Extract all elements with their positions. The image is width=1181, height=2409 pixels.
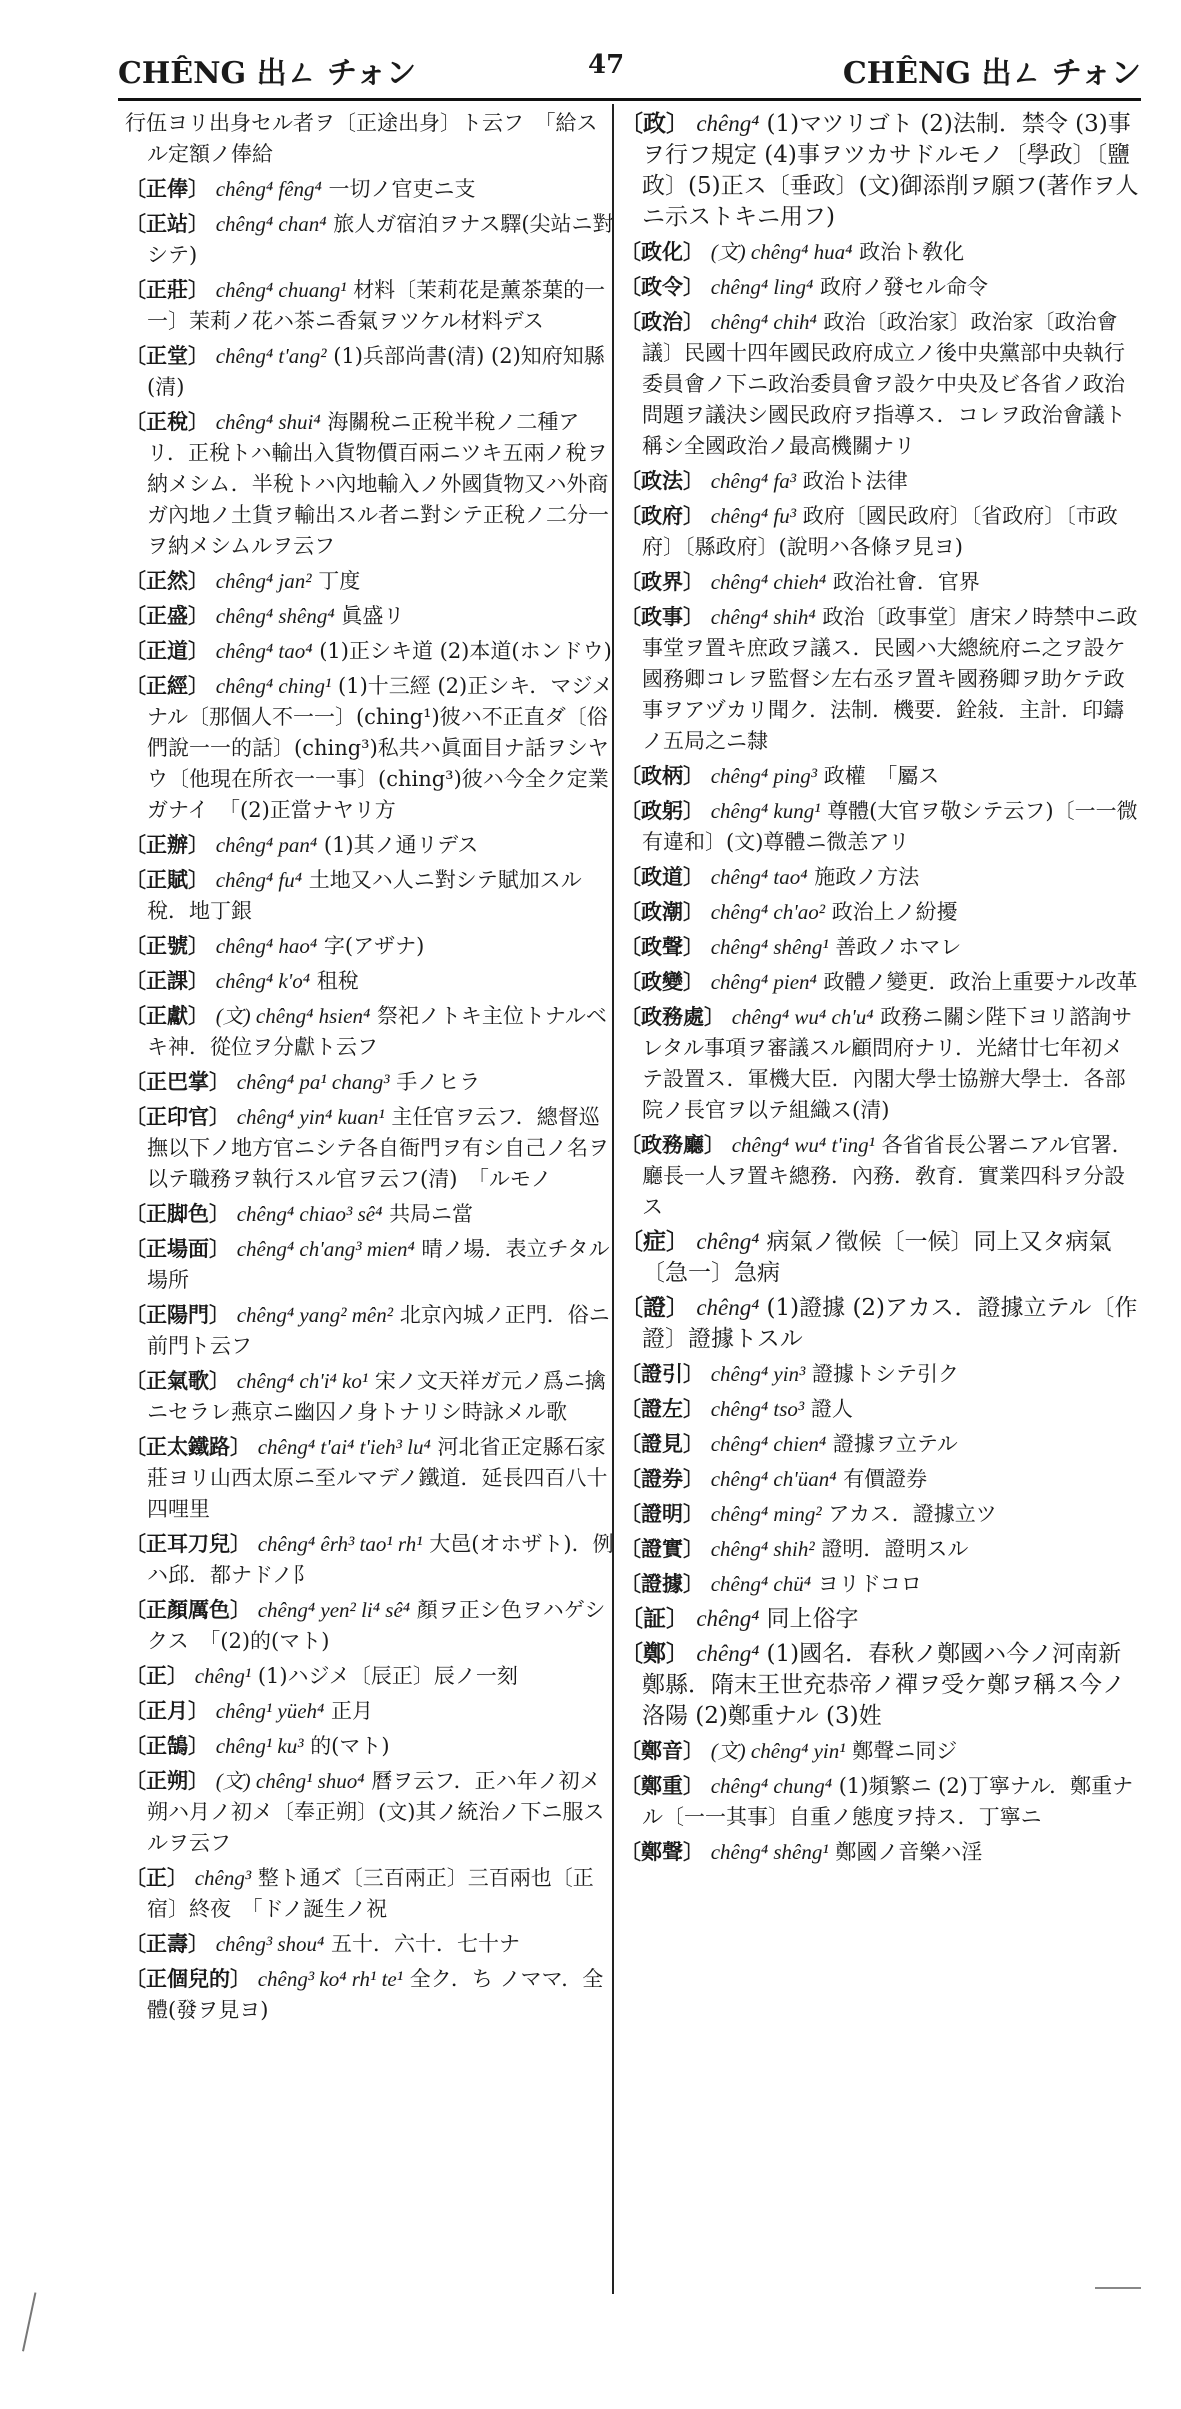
- dictionary-entry: [125, 406, 617, 562]
- dictionary-entry: [620, 1498, 1140, 1530]
- entry-romanization: chêng⁴ ch'üan⁴: [710, 1467, 837, 1491]
- entry-definition: 租稅: [316, 969, 359, 993]
- dictionary-entry: [125, 1862, 617, 1925]
- entry-definition: 各省省長公署ニアル官署．廳長一人ヲ置キ總務．內務．敎育．實業四科ヲ分設ス: [642, 1133, 1133, 1219]
- entry-headword: 〔鄭音〕: [620, 1738, 704, 1763]
- dictionary-entry: [620, 760, 1140, 792]
- entry-definition: 祭祀ノトキ主位トナルベキ神．從位ヲ分獻ト云フ: [147, 1004, 607, 1059]
- header-rule: [118, 98, 1141, 101]
- dictionary-entry: [620, 236, 1140, 268]
- dictionary-entry: [620, 1001, 1140, 1126]
- entry-romanization: chêng⁴ chü⁴: [710, 1572, 812, 1596]
- entry-romanization: chêng⁴ yin³: [710, 1362, 806, 1386]
- entry-headword: 〔正莊〕: [125, 277, 209, 302]
- entry-headword: 〔正鵠〕: [125, 1733, 209, 1758]
- entry-romanization: chêng⁴ yen² li⁴ sê⁴: [257, 1598, 411, 1622]
- entry-romanization: chêng⁴ ch'ang³ mien⁴: [236, 1237, 415, 1261]
- dictionary-entry: [620, 931, 1140, 963]
- entry-headword: 〔正場面〕: [125, 1236, 230, 1261]
- entry-definition: 證人: [810, 1397, 853, 1421]
- entry-romanization: chêng⁴ wu⁴ ch'u⁴: [731, 1005, 874, 1029]
- right-column: [620, 108, 1140, 1871]
- entry-romanization: chêng⁴ yin⁴ kuan¹: [236, 1105, 385, 1129]
- dictionary-entry: [620, 500, 1140, 563]
- entry-romanization: chêng⁴ chieh⁴: [710, 570, 827, 594]
- entry-definition: 北京內城ノ正門．俗ニ前門ト云フ: [147, 1303, 610, 1358]
- entry-headword: 〔政府〕: [620, 503, 704, 528]
- entry-definition: 顏ヲ正シ色ヲハゲシクス 「(2)的(マト): [147, 1598, 606, 1653]
- entry-romanization: chêng⁴ shui⁴: [215, 410, 321, 434]
- entry-headword: 〔正氣歌〕: [125, 1368, 230, 1393]
- dictionary-entry: [125, 1431, 617, 1525]
- entry-definition: 鄭國ノ音樂ハ淫: [835, 1840, 983, 1864]
- entry-definition: 尊體(大官ヲ敬シテ云フ)〔一一微有違和〕(文)尊體ニ微恙アリ: [642, 799, 1138, 854]
- entry-romanization: chêng⁴ ping³: [710, 764, 818, 788]
- entry-definition: 鄭聲ニ同ジ: [852, 1739, 958, 1763]
- entry-headword: 〔正巴掌〕: [125, 1069, 230, 1094]
- entry-headword: 〔政躬〕: [620, 798, 704, 823]
- entry-headword: 〔正堂〕: [125, 343, 209, 368]
- entry-definition: 主任官ヲ云フ．總督巡撫以下ノ地方官ニシテ各自衙門ヲ有シ自己ノ名ヲ以テ職務ヲ執行スル官ヲ云フ(清) 「ルモノ: [147, 1105, 609, 1191]
- entry-definition: 手ノヒラ: [396, 1070, 481, 1094]
- dictionary-entry: [125, 1365, 617, 1428]
- entry-headword: 〔正站〕: [125, 211, 209, 236]
- entry-definition: 政治上ノ紛擾: [831, 900, 958, 924]
- entry-headword: 〔正顏厲色〕: [125, 1597, 251, 1622]
- entry-romanization: chêng⁴ pa¹ chang³: [236, 1070, 390, 1094]
- entry-romanization: chêng⁴ jan²: [215, 569, 312, 593]
- entry-definition: 善政ノホマレ: [835, 935, 962, 959]
- entry-definition: 政權 「屬ス: [823, 764, 940, 788]
- entry-definition: 病氣ノ徵候〔一候〕同上又タ病氣〔急一〕急病: [642, 1229, 1112, 1286]
- dictionary-entry: [620, 1358, 1140, 1390]
- entry-headword: 〔正脚色〕: [125, 1201, 230, 1226]
- entry-definition: 海關稅ニ正稅半稅ノ二種アリ．正稅トハ輸出入貨物價百兩ニツキ五兩ノ稅ヲ納メシム．半稅トハ內地輸入ノ外國貨物又ハ外商ガ內地ノ土貨ヲ輸出スル者ニ對シテ正稅ノ二分一ヲ納メシムルヲ云フ: [147, 410, 609, 558]
- entry-definition: 政體ノ變更．政治上重要ナル改革: [823, 970, 1138, 994]
- entry-definition: 大邑(オホザト)．例ハ邱．都ナドノ阝: [147, 1532, 614, 1587]
- entry-definition: ヨリドコロ: [817, 1572, 922, 1596]
- entry-definition: 全ク．ち ノママ．全體(發ヲ見ヨ): [147, 1967, 604, 2022]
- header-left-guideword: CHÊNG 出ㄥ チォン: [118, 56, 417, 91]
- entry-definition: 整ト通ズ〔三百兩正〕三百兩也〔正宿〕終夜 「ドノ誕生ノ祝: [147, 1866, 594, 1921]
- dictionary-entry: [125, 1528, 617, 1591]
- entry-headword: 〔政化〕: [620, 239, 704, 264]
- entry-romanization: chêng⁴ ching¹: [215, 674, 332, 698]
- entry-definition: 政府ノ發セル命令: [820, 275, 989, 299]
- left-column: [125, 108, 617, 2029]
- entry-headword: 〔政治〕: [620, 309, 704, 334]
- entry-definition: 證據トシテ引ク: [812, 1362, 960, 1386]
- entry-romanization: chêng⁴ shêng¹: [710, 1840, 829, 1864]
- entry-definition: (1)ハジメ〔辰正〕辰ノ一刻: [257, 1664, 518, 1688]
- entry-romanization: chêng⁴ ch'ao²: [710, 900, 825, 924]
- entry-definition: 有價證券: [843, 1467, 928, 1491]
- entry-headword: 〔政事〕: [620, 604, 704, 629]
- entry-romanization: chêng⁴ fu⁴: [215, 868, 303, 892]
- entry-headword: 〔證據〕: [620, 1571, 704, 1596]
- entry-romanization: chêng¹: [194, 1664, 252, 1688]
- entry-romanization: (文) chêng¹ shuo⁴: [215, 1769, 365, 1793]
- entry-romanization: chêng⁴ kung¹: [710, 799, 821, 823]
- entry-romanization: chêng⁴ shih²: [710, 1537, 815, 1561]
- column-divider: [612, 104, 614, 2294]
- entry-headword: 〔鄭〕: [620, 1640, 689, 1667]
- entry-definition: (1)兵部尚書(清) (2)知府知縣(清): [147, 344, 605, 399]
- dictionary-entry: [620, 1463, 1140, 1495]
- entry-definition: 旅人ガ宿泊ヲナス驛(尖站ニ對シテ): [147, 212, 614, 267]
- entry-romanization: (文) chêng⁴ yin¹: [710, 1739, 846, 1763]
- entry-romanization: chêng⁴: [696, 1641, 760, 1666]
- entry-definition: 政治ト法律: [802, 469, 908, 493]
- dictionary-entry: [125, 340, 617, 403]
- entry-headword: 〔證券〕: [620, 1466, 704, 1491]
- entry-romanization: chêng⁴ pan⁴: [215, 833, 318, 857]
- entry-definition: 丁度: [318, 569, 361, 593]
- entry-headword: 〔鄭聲〕: [620, 1839, 704, 1864]
- entry-headword: 〔證明〕: [620, 1501, 704, 1526]
- page-number: 47: [588, 50, 625, 80]
- entry-definition: 字(アザナ): [323, 934, 425, 958]
- header-right-guideword: CHÊNG 出ㄥ チォン: [842, 56, 1141, 91]
- entry-definition: 政務ニ關シ陛下ヨリ諮詢サレタル事項ヲ審議スル顧問府ナリ．光緒廿七年初メテ設置ス．軍機大臣．內閣大學士協辦大學士．各部院ノ長官ヲ以テ組織ス(清): [642, 1005, 1133, 1122]
- entry-romanization: chêng¹ ku³: [215, 1734, 304, 1758]
- dictionary-entry: [125, 1765, 617, 1859]
- dictionary-entry: [125, 1963, 617, 2026]
- dictionary-entry: [620, 966, 1140, 998]
- entry-headword: 〔正壽〕: [125, 1931, 209, 1956]
- dictionary-entry: [125, 1594, 617, 1657]
- entry-definition: 共局ニ當: [389, 1202, 474, 1226]
- entry-romanization: chêng⁴ chih⁴: [710, 310, 817, 334]
- entry-romanization: chêng¹ yüeh⁴: [215, 1699, 325, 1723]
- entry-headword: 〔正印官〕: [125, 1104, 230, 1129]
- entry-headword: 〔正太鐵路〕: [125, 1434, 251, 1459]
- entry-romanization: chêng⁴ k'o⁴: [215, 969, 310, 993]
- entry-romanization: chêng⁴ tao⁴: [710, 865, 808, 889]
- entry-headword: 〔正盛〕: [125, 603, 209, 628]
- dictionary-entry: [620, 1393, 1140, 1425]
- dictionary-entry: [125, 635, 617, 667]
- entry-romanization: chêng⁴ pien⁴: [710, 970, 817, 994]
- entry-romanization: chêng⁴ ch'i⁴ ko¹: [236, 1369, 369, 1393]
- entry-headword: 〔政務處〕: [620, 1004, 725, 1029]
- entry-headword: 〔政〕: [620, 110, 689, 137]
- entry-romanization: chêng⁴ hao⁴: [215, 934, 318, 958]
- entry-romanization: (文) chêng⁴ hsien⁴: [215, 1004, 371, 1028]
- entry-definition: 河北省正定縣石家莊ヨリ山西太原ニ至ルマデノ鐵道．延長四百八十四哩里: [147, 1435, 608, 1521]
- dictionary-entry: [620, 1603, 1140, 1635]
- dictionary-entry: [125, 208, 617, 271]
- entry-romanization: chêng⁴ êrh³ tao¹ rh¹: [257, 1532, 423, 1556]
- entry-romanization: chêng⁴ wu⁴ t'ing¹: [731, 1133, 875, 1157]
- dictionary-entry: [125, 1730, 617, 1762]
- dictionary-entry: [125, 1299, 617, 1362]
- entry-headword: 〔正個兒的〕: [125, 1966, 251, 1991]
- dictionary-entry: [125, 1695, 617, 1727]
- dictionary-entry: [620, 795, 1140, 858]
- dictionary-entry: [620, 896, 1140, 928]
- entry-definition: 一切ノ官吏ニ支: [328, 177, 476, 201]
- dictionary-entry: [620, 1533, 1140, 1565]
- entry-romanization: chêng³: [194, 1866, 252, 1890]
- entry-headword: 〔政柄〕: [620, 763, 704, 788]
- entry-headword: 〔正課〕: [125, 968, 209, 993]
- entry-headword: 〔正俸〕: [125, 176, 209, 201]
- entry-definition: (1)證據 (2)アカス．證據立テル〔作證〕證據トスル: [642, 1295, 1138, 1352]
- entry-romanization: chêng⁴: [696, 1229, 760, 1254]
- dictionary-entry: [125, 1000, 617, 1063]
- entry-headword: 〔政變〕: [620, 969, 704, 994]
- entry-headword: 〔症〕: [620, 1228, 689, 1255]
- entry-romanization: chêng⁴ yang² mên²: [236, 1303, 394, 1327]
- entry-definition: 材料〔茉莉花是薰茶葉的一一〕茉莉ノ花ハ茶ニ香氣ヲツケル材料デス: [147, 278, 606, 333]
- dictionary-entry: [125, 1928, 617, 1960]
- entry-definition: (1)十三經 (2)正シキ．マジメナル〔那個人不一一〕(ching¹)彼ハ不正直ダ〔俗們說一一的話〕(ching³)私共ハ眞面目ナ話ヲシヤウ〔他現在所衣一一事〕(ching³)彼ハ今全ク定業ガナイ 「(2)正當ナヤリ方: [147, 674, 613, 822]
- dictionary-entry: [125, 1233, 617, 1296]
- entry-definition: 眞盛リ: [341, 604, 405, 628]
- entry-romanization: chêng⁴: [696, 1606, 760, 1631]
- entry-headword: 〔政令〕: [620, 274, 704, 299]
- dictionary-entry: [125, 565, 617, 597]
- dictionary-entry: [125, 1660, 617, 1692]
- entry-headword: 〔鄭重〕: [620, 1773, 704, 1798]
- entry-romanization: chêng⁴ chien⁴: [710, 1432, 827, 1456]
- entry-definition: 證明．證明スル: [821, 1537, 969, 1561]
- entry-definition: (1)國名．春秋ノ鄭國ハ今ノ河南新鄭縣．隋末王世充恭帝ノ禪ヲ受ケ鄭ヲ稱ス今ノ洛陽 (2)鄭重ナル (3)姓: [642, 1641, 1125, 1729]
- entry-headword: 〔正〕: [125, 1663, 188, 1688]
- dictionary-entry: [125, 1198, 617, 1230]
- dictionary-entry: [620, 1129, 1140, 1223]
- margin-scrawl: [22, 2292, 56, 2355]
- entry-definition: アカス．證據立ツ: [828, 1502, 997, 1526]
- dictionary-entry: [620, 306, 1140, 462]
- dictionary-entry: [620, 1568, 1140, 1600]
- entry-romanization: chêng³ shou⁴: [215, 1932, 325, 1956]
- dictionary-entry: [125, 274, 617, 337]
- margin-tick: [1095, 2287, 1141, 2289]
- dictionary-entry: [125, 930, 617, 962]
- dictionary-entry: [125, 600, 617, 632]
- entry-romanization: chêng⁴ t'ang²: [215, 344, 327, 368]
- dictionary-entry: [620, 601, 1140, 757]
- entry-headword: 〔正號〕: [125, 933, 209, 958]
- dictionary-entry: [620, 271, 1140, 303]
- entry-definition: 政府〔國民政府〕〔省政府〕〔市政府〕〔縣政府〕(說明ハ各條ヲ見ヨ): [642, 504, 1118, 559]
- dictionary-entry: [620, 1735, 1140, 1767]
- entry-romanization: chêng⁴ ming²: [710, 1502, 822, 1526]
- entry-headword: 〔政道〕: [620, 864, 704, 889]
- entry-definition: 政治社會．官界: [832, 570, 980, 594]
- entry-definition: 的(マト): [310, 1734, 390, 1758]
- entry-definition: (1)其ノ通リデス: [323, 833, 479, 857]
- dictionary-entry: [620, 1836, 1140, 1868]
- entry-headword: 〔政務廳〕: [620, 1132, 725, 1157]
- entry-headword: 〔證實〕: [620, 1536, 704, 1561]
- entry-definition: 證據ヲ立テル: [832, 1432, 958, 1456]
- entry-romanization: chêng⁴ tso³: [710, 1397, 805, 1421]
- entry-definition: 晴ノ場．表立チタル場所: [147, 1237, 610, 1292]
- entry-romanization: chêng³ ko⁴ rh¹ te¹: [257, 1967, 404, 1991]
- entry-headword: 〔正經〕: [125, 673, 209, 698]
- entry-headword: 〔正陽門〕: [125, 1302, 230, 1327]
- dictionary-entry: [620, 465, 1140, 497]
- entry-romanization: chêng⁴ chan⁴: [215, 212, 327, 236]
- dictionary-entry: [620, 1428, 1140, 1460]
- entry-romanization: chêng⁴: [696, 111, 760, 136]
- entry-romanization: chêng⁴ fêng⁴: [215, 177, 322, 201]
- dictionary-entry: [125, 1066, 617, 1098]
- entry-definition: 五十．六十．七十ナ: [331, 1932, 521, 1956]
- entry-headword: 〔正道〕: [125, 638, 209, 663]
- entry-definition: 正月: [331, 1699, 374, 1723]
- entry-headword: 〔正賦〕: [125, 867, 209, 892]
- entry-definition: (1)頻繁ニ (2)丁寧ナル．鄭重ナル〔一一其事〕自重ノ態度ヲ持ス．丁寧ニ: [642, 1774, 1134, 1829]
- dictionary-entry: [620, 1638, 1140, 1732]
- entry-romanization: chêng⁴: [696, 1295, 760, 1320]
- entry-romanization: chêng⁴ ling⁴: [710, 275, 814, 299]
- dictionary-entry: [620, 1226, 1140, 1289]
- entry-headword: 〔政潮〕: [620, 899, 704, 924]
- dictionary-entry: [620, 1292, 1140, 1355]
- entry-romanization: chêng⁴ fu³: [710, 504, 797, 528]
- entry-headword: 〔證左〕: [620, 1396, 704, 1421]
- entry-definition: 施政ノ方法: [814, 865, 920, 889]
- entry-headword: 〔正〕: [125, 1865, 188, 1890]
- entry-romanization: chêng⁴ fa³: [710, 469, 797, 493]
- entry-romanization: chêng⁴ chuang¹: [215, 278, 347, 302]
- entry-definition: 曆ヲ云フ．正ハ年ノ初メ朔ハ月ノ初メ〔奉正朔〕(文)其ノ統治ノ下ニ服スルヲ云フ: [147, 1769, 605, 1855]
- entry-definition: 政治ト敎化: [859, 240, 965, 264]
- dictionary-entry: [620, 108, 1140, 233]
- page-header: [118, 48, 1141, 98]
- dictionary-entry: [620, 1770, 1140, 1833]
- entry-headword: 〔證引〕: [620, 1361, 704, 1386]
- entry-headword: 〔正朔〕: [125, 1768, 209, 1793]
- entry-headword: 〔正月〕: [125, 1698, 209, 1723]
- entry-headword: 〔政法〕: [620, 468, 704, 493]
- dictionary-entry: [125, 173, 617, 205]
- dictionary-entry: [620, 861, 1140, 893]
- entry-headword: 〔正獻〕: [125, 1003, 209, 1028]
- entry-headword: 〔正然〕: [125, 568, 209, 593]
- entry-romanization: chêng⁴ shêng¹: [710, 935, 829, 959]
- dictionary-entry: [125, 670, 617, 826]
- dictionary-entry: [125, 829, 617, 861]
- entry-headword: 〔證見〕: [620, 1431, 704, 1456]
- entry-definition: 土地又ハ人ニ對シテ賦加スル稅．地丁銀: [147, 868, 582, 923]
- entry-definition: (1)マツリゴト (2)法制．禁令 (3)事ヲ行フ規定 (4)事ヲツカサドルモノ〔學政〕〔鹽政〕(5)正ス〔垂政〕(文)御添削ヲ願フ(著作ヲ人ニ示ストキニ用フ): [642, 111, 1139, 230]
- entry-headword: 〔正稅〕: [125, 409, 209, 434]
- entry-definition: 同上俗字: [766, 1606, 859, 1632]
- entry-headword: 〔正耳刀兒〕: [125, 1531, 251, 1556]
- dictionary-entry: [125, 1101, 617, 1195]
- entry-romanization: chêng⁴ shih⁴: [710, 605, 816, 629]
- dictionary-entry: [125, 965, 617, 997]
- entry-headword: 〔正辦〕: [125, 832, 209, 857]
- entry-romanization: chêng⁴ chiao³ sê⁴: [236, 1202, 383, 1226]
- entry-headword: 〔証〕: [620, 1605, 689, 1632]
- entry-definition: 政治〔政治家〕政治家〔政治會議〕民國十四年國民政府成立ノ後中央黨部中央執行委員會ノ下ニ政治委員會ヲ設ケ中央及ビ各省ノ政治問題ヲ議決シ國民政府ヲ指導ス．コレヲ政治會議ト稱シ全國政治ノ最高機關ナリ: [642, 310, 1126, 458]
- entry-romanization: chêng⁴ chung⁴: [710, 1774, 833, 1798]
- entry-definition: 宋ノ文天祥ガ元ノ爲ニ擒ニセラレ燕京ニ幽囚ノ身トナリシ時詠メル歌: [147, 1369, 606, 1424]
- entry-romanization: (文) chêng⁴ hua⁴: [710, 240, 853, 264]
- dictionary-entry: [125, 108, 617, 170]
- dictionary-entry: [620, 566, 1140, 598]
- entry-definition: 行伍ヨリ出身セル者ヲ〔正途出身〕ト云フ 「給スル定額ノ俸給: [125, 111, 598, 166]
- entry-headword: 〔政聲〕: [620, 934, 704, 959]
- entry-romanization: chêng⁴ tao⁴: [215, 639, 313, 663]
- entry-romanization: chêng⁴ shêng⁴: [215, 604, 335, 628]
- dictionary-entry: [125, 864, 617, 927]
- entry-definition: (1)正シキ道 (2)本道(ホンドウ): [319, 639, 612, 663]
- entry-headword: 〔證〕: [620, 1294, 689, 1321]
- entry-definition: 政治〔政事堂〕唐宋ノ時禁中ニ政事堂ヲ置キ庶政ヲ議ス．民國ハ大總統府ニ之ヲ設ケ國務卿コレヲ監督シ左右丞ヲ置キ國務卿ヲ助ケテ政事ヲアヅカリ聞ク．法制．機要．銓敍．主計．印鑄ノ五局之ニ隸: [642, 605, 1138, 753]
- entry-headword: 〔政界〕: [620, 569, 704, 594]
- entry-romanization: chêng⁴ t'ai⁴ t'ieh³ lu⁴: [257, 1435, 431, 1459]
